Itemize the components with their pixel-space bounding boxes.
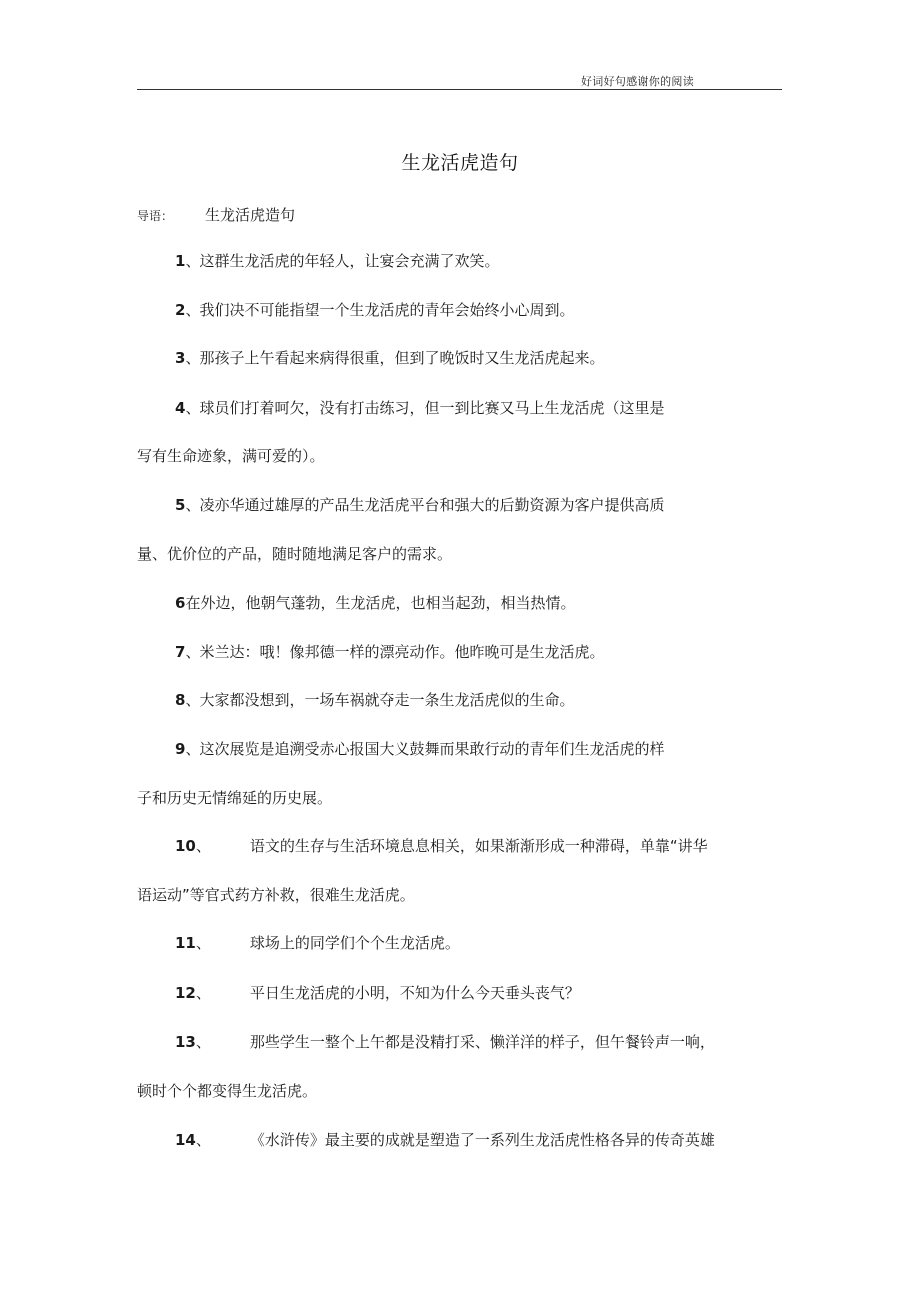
sentence-10-continuation: 语运动”等官式药方补救，很难生龙活虎。	[137, 886, 415, 904]
sentence-text: 球场上的同学们个个生龙活虎。	[249, 934, 460, 952]
page-header	[137, 70, 782, 90]
sentence-text: 这次展览是追溯受赤心报国大义鼓舞而果敢行动的青年们生龙活虎的样	[199, 740, 665, 758]
sentence-8: 8、大家都没想到，一场车祸就夺走一条生龙活虎似的生命。	[175, 691, 575, 709]
sentence-number: 2	[175, 301, 186, 319]
sentence-text: 那孩子上午看起来病得很重，但到了晚饭时又生龙活虎起来。	[199, 349, 605, 367]
sentence-14: 14、 《水浒传》最主要的成就是塑造了一系列生龙活虎性格各异的传奇英雄	[175, 1131, 715, 1149]
sentence-7: 7、米兰达：哦！像邦德一样的漂亮动作。他昨晚可是生龙活虎。	[175, 643, 605, 661]
sentence-text: 《水浒传》最主要的成就是塑造了一系列生龙活虎性格各异的传奇英雄	[249, 1131, 715, 1149]
sentence-9: 9、这次展览是追溯受赤心报国大义鼓舞而果敢行动的青年们生龙活虎的样	[175, 740, 665, 758]
sentence-2: 2、我们决不可能指望一个生龙活虎的青年会始终小心周到。	[175, 301, 575, 319]
sentence-13: 13、 那些学生一整个上午都是没精打采、懒洋洋的样子，但午餐铃声一响，	[175, 1033, 715, 1051]
sentence-number: 8	[175, 691, 186, 709]
sentence-11: 11、 球场上的同学们个个生龙活虎。	[175, 934, 460, 952]
sentence-3: 3、那孩子上午看起来病得很重，但到了晚饭时又生龙活虎起来。	[175, 349, 605, 367]
sentence-number: 7	[175, 643, 186, 661]
sentence-number: 11	[175, 934, 196, 952]
sentence-10: 10、 语文的生存与生活环境息息相关，如果渐渐形成一种滞碍，单靠“讲华	[175, 837, 708, 855]
page-title: 生龙活虎造句	[401, 152, 519, 174]
sentence-number: 3	[175, 349, 186, 367]
sentence-5: 5、凌亦华通过雄厚的产品生龙活虎平台和强大的后勤资源为客户提供高质	[175, 496, 665, 514]
sentence-text: 平日生龙活虎的小明，不知为什么今天垂头丧气？	[249, 984, 580, 1002]
sentence-number: 12	[175, 984, 196, 1002]
sentence-13-continuation: 顿时个个都变得生龙活虎。	[137, 1082, 318, 1100]
sentence-5-continuation: 量、优价位的产品，随时随地满足客户的需求。	[137, 545, 453, 563]
sentence-text: 球员们打着呵欠，没有打击练习，但一到比赛又马上生龙活虎（这里是	[199, 399, 665, 417]
sentence-text: 在外边，他朝气蓬勃，生龙活虎，也相当起劲，相当热情。	[185, 594, 576, 612]
sentence-4: 4、球员们打着呵欠，没有打击练习，但一到比赛又马上生龙活虎（这里是	[175, 399, 665, 417]
sentence-text: 这群生龙活虎的年轻人，让宴会充满了欢笑。	[199, 252, 500, 270]
sentence-number: 10	[175, 837, 196, 855]
sentence-4-continuation: 写有生命迹象，满可爱的）。	[137, 447, 325, 465]
intro-text: 生龙活虎造句	[205, 206, 296, 224]
header-text: 好词好句感谢你的阅读	[581, 75, 694, 88]
sentence-text: 大家都没想到，一场车祸就夺走一条生龙活虎似的生命。	[199, 691, 575, 709]
sentence-number: 1	[175, 252, 186, 270]
sentence-number: 6	[175, 594, 186, 612]
sentence-text: 那些学生一整个上午都是没精打采、懒洋洋的样子，但午餐铃声一响，	[249, 1033, 715, 1051]
sentence-6	[175, 592, 575, 614]
sentence-number: 14	[175, 1131, 196, 1149]
sentence-number: 5	[175, 496, 186, 514]
sentence-1: 1、这群生龙活虎的年轻人，让宴会充满了欢笑。	[175, 252, 500, 270]
sentence-text: 语文的生存与生活环境息息相关，如果渐渐形成一种滞碍，单靠“讲华	[249, 837, 708, 855]
sentence-9-continuation: 子和历史无情绵延的历史展。	[137, 789, 333, 807]
sentence-number: 9	[175, 740, 186, 758]
sentence-number: 13	[175, 1033, 196, 1051]
sentence-12: 12、 平日生龙活虎的小明，不知为什么今天垂头丧气？	[175, 984, 580, 1002]
sentence-number: 4	[175, 399, 186, 417]
sentence-text: 凌亦华通过雄厚的产品生龙活虎平台和强大的后勤资源为客户提供高质	[199, 496, 665, 514]
sentence-text: 米兰达：哦！像邦德一样的漂亮动作。他昨晚可是生龙活虎。	[199, 643, 605, 661]
sentence-text: 我们决不可能指望一个生龙活虎的青年会始终小心周到。	[199, 301, 575, 319]
intro-label: 导语：	[137, 209, 174, 223]
